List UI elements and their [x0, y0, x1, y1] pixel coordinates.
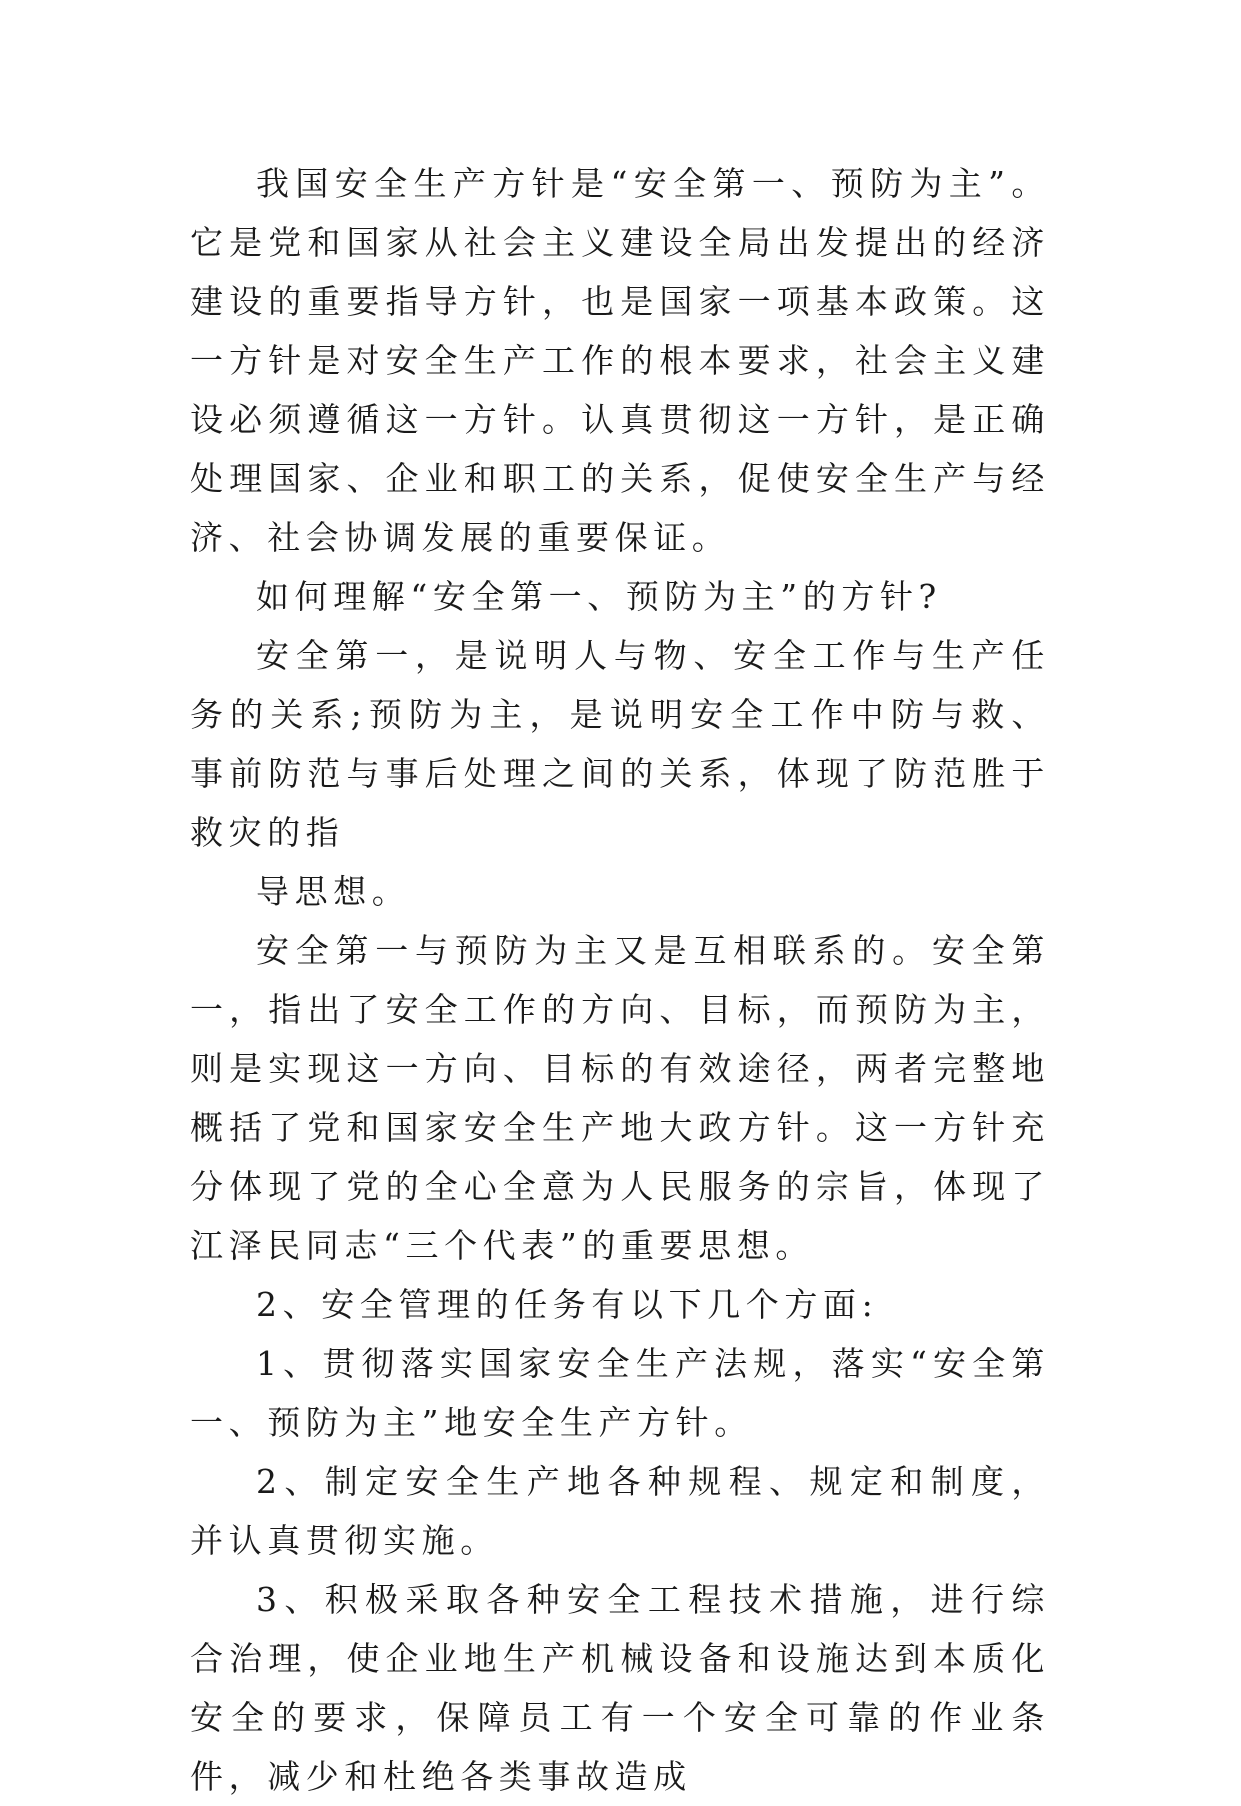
paragraph-relationship: 安全第一与预防为主又是互相联系的。安全第一，指出了安全工作的方向、目标，而预防为主，则是实现这一方向、目标的有效途径，两者完整地概括了党和国家安全生产地大政方针。这一方针充分体现了党的全心全意为人民服务的宗旨，体现了江泽民同志“三个代表”的重要思想。 [190, 931, 1050, 1265]
document-body [190, 154, 1050, 1806]
paragraph-question: 如何理解“安全第一、预防为主”的方针? [256, 577, 942, 616]
paragraph-task-3: 3、积极采取各种安全工程技术措施，进行综合治理，使企业地生产机械设备和设施达到本质化安全的要求，保障员工有一个安全可靠的作业条件，减少和杜绝各类事故造成 [190, 1580, 1050, 1796]
paragraph-task-1: 1、贯彻落实国家安全生产法规，落实“安全第一、预防为主”地安全生产方针。 [190, 1344, 1050, 1442]
paragraph-policy-intro: 我国安全生产方针是“安全第一、预防为主”。它是党和国家从社会主义建设全局出发提出的经济建设的重要指导方针，也是国家一项基本政策。这一方针是对安全生产工作的根本要求，社会主义建设必须遵循这一方针。认真贯彻这一方针，是正确处理国家、企业和职工的关系，促使安全生产与经济、社会协调发展的重要保证。 [190, 164, 1050, 557]
paragraph-tasks-heading: 2、安全管理的任务有以下几个方面: [256, 1285, 879, 1324]
paragraph-safety-first-meaning: 安全第一，是说明人与物、安全工作与生产任务的关系;预防为主，是说明安全工作中防与救、事前防范与事后处理之间的关系，体现了防范胜于救灾的指 [190, 636, 1050, 852]
paragraph-guiding-thought: 导思想。 [256, 872, 411, 911]
paragraph-task-2: 2、制定安全生产地各种规程、规定和制度，并认真贯彻实施。 [190, 1462, 1050, 1560]
